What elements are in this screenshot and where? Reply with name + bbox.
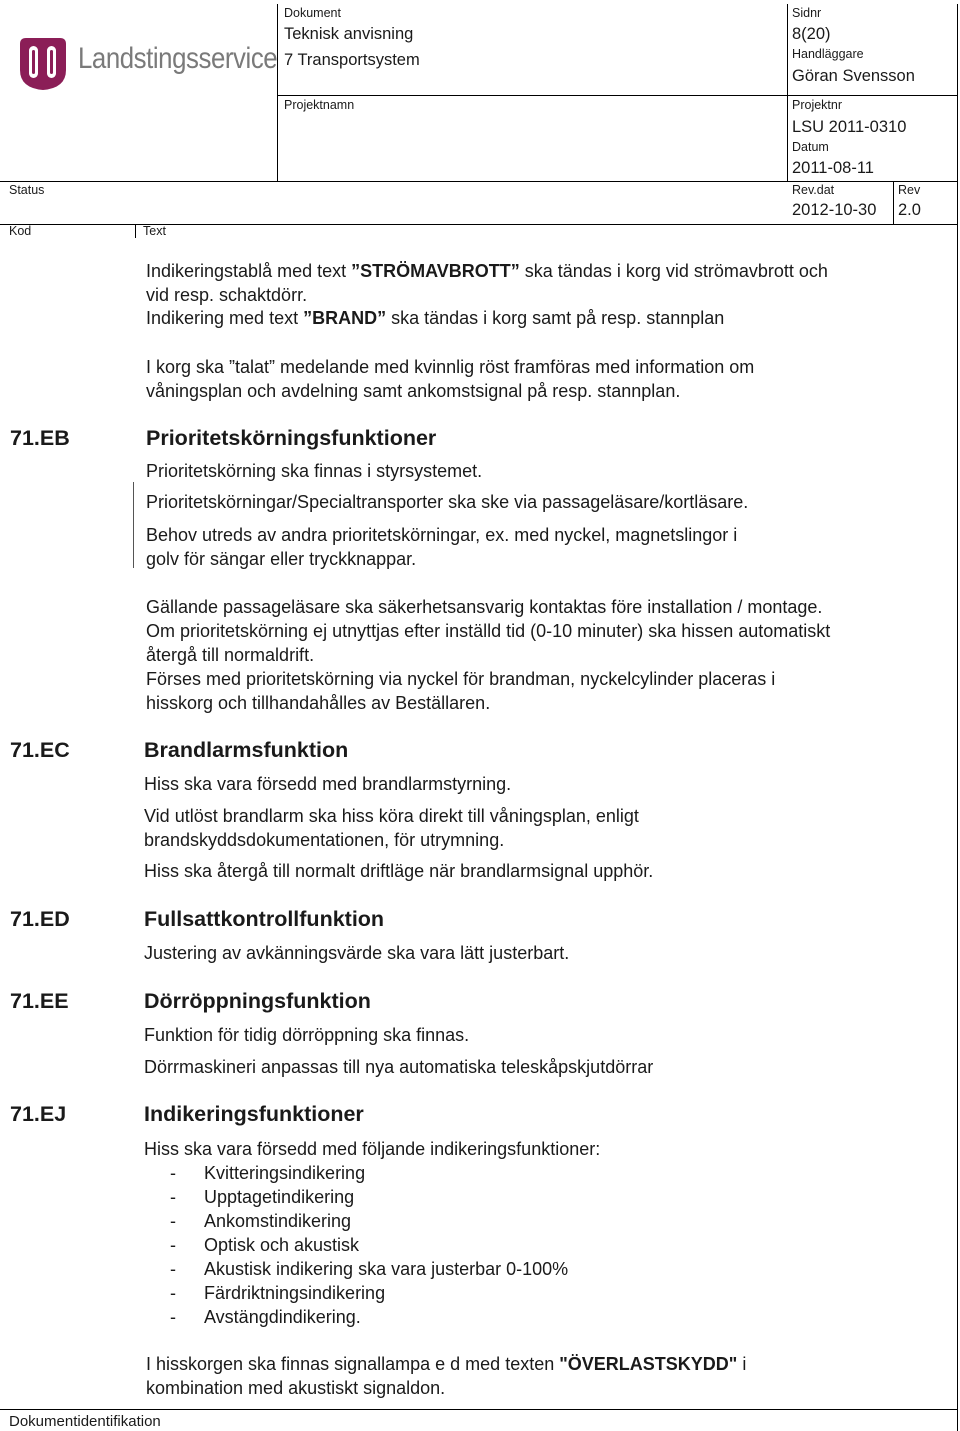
header-rule-1 [277, 95, 958, 96]
header-divider-v2 [787, 4, 788, 181]
intro-paragraph-1: Indikeringstablå med text ”STRÖMAVBROTT” ska tändas i korg vid strömavbrott och vid resp. schaktdörr. [146, 261, 828, 305]
section-text: Hiss ska vara försedd med brandlarmstyrning. [144, 774, 512, 794]
dokument-label: Dokument [284, 6, 341, 20]
handlaggare-label: Handläggare [792, 47, 864, 61]
status-label: Status [9, 183, 45, 197]
change-bar [133, 482, 134, 568]
section-text: golv för sängar eller tryckknappar. [146, 549, 417, 569]
revdat-value: 2012-10-30 [792, 201, 877, 219]
list-item: - Ankomstindikering [170, 1211, 352, 1231]
section-title: Prioritetskörningsfunktioner [146, 426, 437, 450]
footer-rule [0, 1409, 958, 1410]
list-item: - Färdriktningsindikering [170, 1283, 386, 1303]
page-right-border [957, 4, 958, 1431]
section-text: Hiss ska vara försedd med följande indikeringsfunktioner: [144, 1139, 601, 1159]
section-code: 71.ED [10, 907, 70, 931]
rev-label: Rev [898, 183, 921, 197]
indication-list [146, 1161, 846, 1329]
projektnr-value: LSU 2011-0310 [792, 118, 907, 136]
logo-text: Landstingsservice [78, 42, 278, 75]
sidnr-value: 8(20) [792, 25, 831, 43]
rev-value: 2.0 [898, 201, 921, 219]
section-text: Hiss ska återgå till normalt driftläge när brandlarmsignal upphör. [144, 861, 654, 881]
section-text: Dörrmaskineri anpassas till nya automatiska teleskåpskjutdörrar [144, 1057, 654, 1077]
section-title: Brandlarmsfunktion [144, 738, 349, 762]
section-text: Om prioritetskörning ej utnyttjas efter inställd tid (0-10 minuter) ska hissen automatiskt [146, 621, 831, 641]
list-item: - Akustisk indikering ska vara justerbar 0-100% [170, 1259, 569, 1279]
projektnamn-label: Projektnamn [284, 98, 355, 112]
list-item: - Optisk och akustisk [170, 1235, 360, 1255]
header-divider-v4 [135, 224, 136, 238]
section-text: Prioritetskörningar/Specialtransporter ska ske via passageläsare/kortläsare. [146, 492, 749, 512]
section-title: Dörröppningsfunktion [144, 989, 371, 1013]
intro-paragraph-2: Indikering med text ”BRAND” ska tändas i korg samt på resp. stannplan [146, 308, 725, 328]
landstingsservice-logo-icon [16, 36, 70, 92]
section-text: Behov utreds av andra prioritetskörningar, ex. med nyckel, magnetslingor i [146, 525, 738, 545]
list-item: - Avstängdindikering. [170, 1307, 361, 1327]
brand-text: BRAND [312, 308, 378, 328]
intro-paragraph-3: I korg ska ”talat” medelande med kvinnlig röst framföras med information om våningsplan och avdelning samt ankomstsignal på resp. stannplan. [146, 357, 755, 401]
overlastskydd-text: "ÖVERLASTSKYDD" [559, 1354, 738, 1374]
header-divider-v1 [277, 4, 278, 181]
text-label: Text [143, 224, 166, 238]
handlaggare-value: Göran Svensson [792, 67, 915, 85]
footer-label: Dokumentidentifikation [9, 1413, 161, 1430]
section-text: Funktion för tidig dörröppning ska finnas. [144, 1025, 470, 1045]
section-text: Prioritetskörning ska finnas i styrsystemet. [146, 461, 483, 481]
dokument-line1: Teknisk anvisning [284, 25, 414, 43]
section-text: återgå till normaldrift. [146, 645, 315, 665]
section-code: 71.EC [10, 738, 70, 762]
section-title: Indikeringsfunktioner [144, 1102, 364, 1126]
list-item: - Kvitteringsindikering [170, 1163, 366, 1183]
header-rule-2 [0, 181, 958, 182]
logo [16, 34, 278, 94]
section-title: Fullsattkontrollfunktion [144, 907, 385, 931]
section-text: Gällande passageläsare ska säkerhetsansvarig kontaktas före installation / montage. [146, 597, 823, 617]
section-text: Justering av avkänningsvärde ska vara lätt justerbart. [144, 943, 570, 963]
dokument-line2: 7 Transportsystem [284, 51, 420, 69]
section-code: 71.EJ [10, 1102, 67, 1126]
section-code: 71.EE [10, 989, 69, 1013]
kod-label: Kod [9, 224, 32, 238]
datum-label: Datum [792, 140, 829, 154]
header-divider-v3 [893, 181, 894, 224]
projektnr-label: Projektnr [792, 98, 843, 112]
stromavbrott-text: STRÖMAVBROTT [360, 261, 511, 281]
section-text: brandskyddsdokumentationen, för utrymning. [144, 830, 505, 850]
section-text: Vid utlöst brandlarm ska hiss köra direkt till våningsplan, enligt [144, 806, 639, 826]
datum-value: 2011-08-11 [792, 159, 874, 177]
revdat-label: Rev.dat [792, 183, 835, 197]
sidnr-label: Sidnr [792, 6, 822, 20]
section-code: 71.EB [10, 426, 70, 450]
section-text: Förses med prioritetskörning via nyckel för brandman, nyckelcylinder placeras i [146, 669, 776, 689]
overlast-paragraph: I hisskorgen ska finnas signallampa e d med texten "ÖVERLASTSKYDD" i kombination med akustiskt signaldon. [146, 1354, 747, 1398]
section-text: hisskorg och tillhandahålles av Beställaren. [146, 693, 491, 713]
list-item: - Upptagetindikering [170, 1187, 355, 1207]
